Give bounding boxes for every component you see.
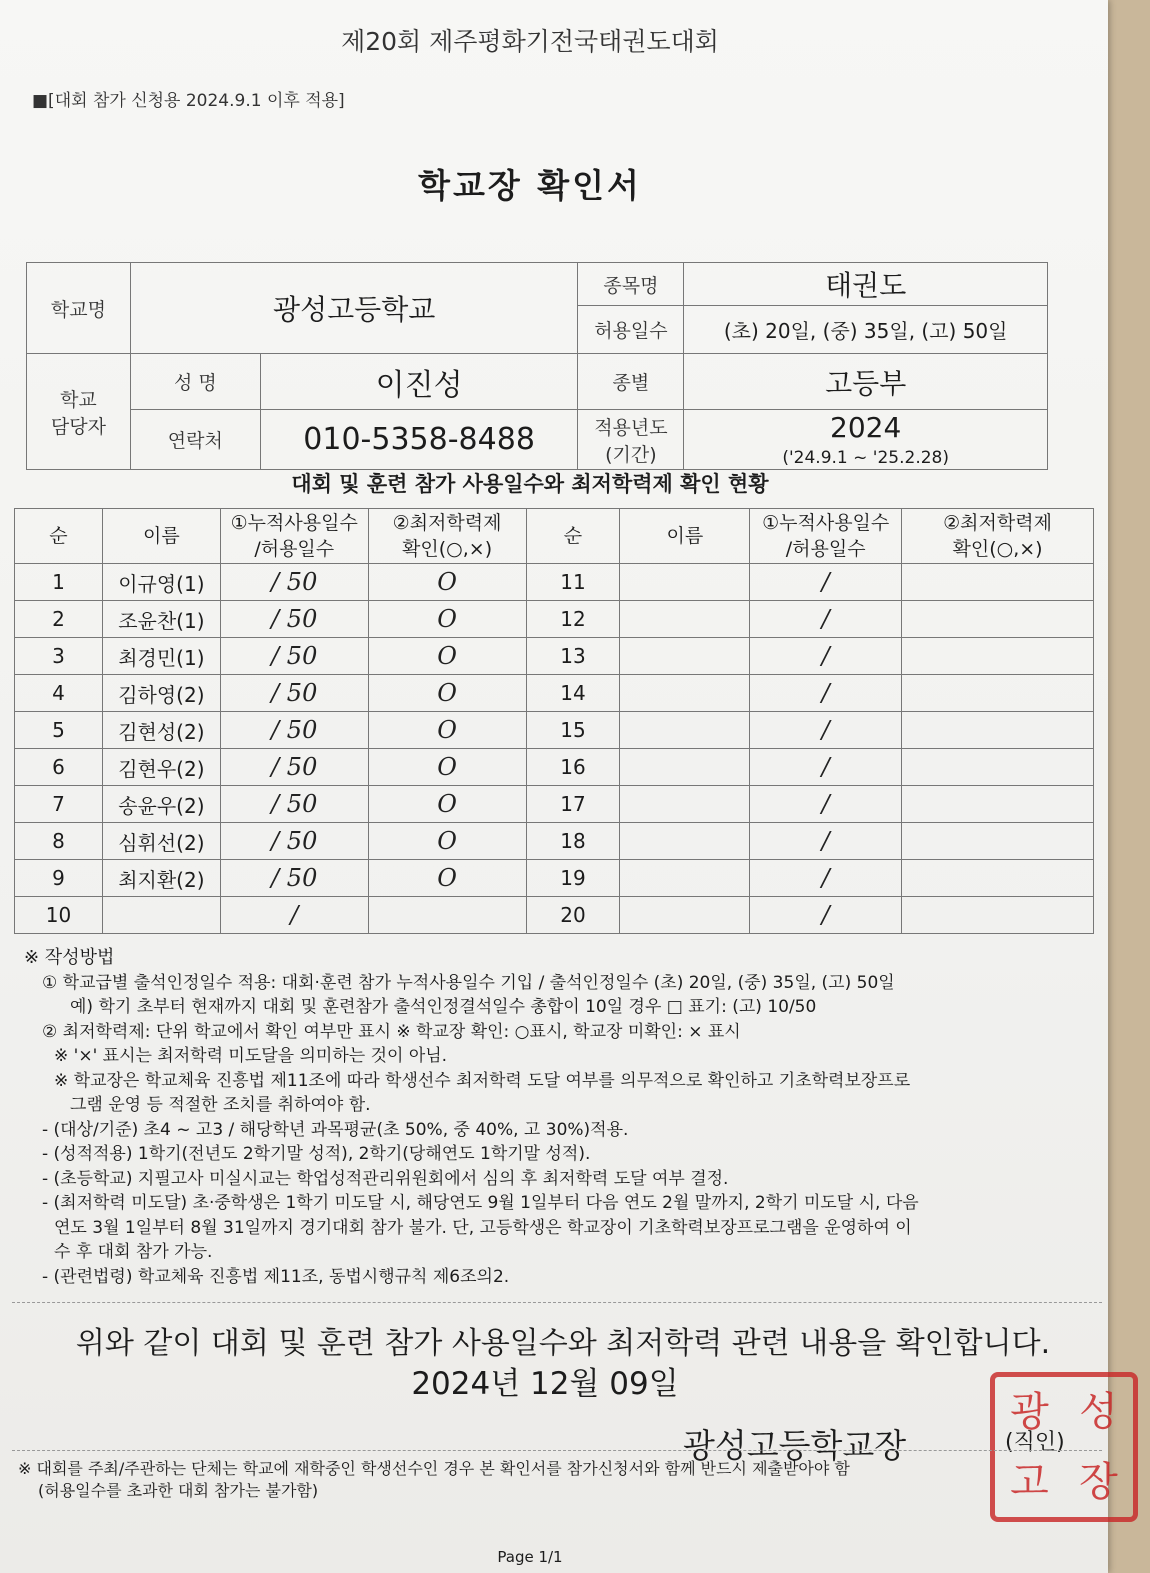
section-title: 대회 및 훈련 참가 사용일수와 최저학력제 확인 현황 xyxy=(291,472,769,496)
row-no: 8 xyxy=(15,823,103,860)
row-days-2: / xyxy=(750,860,902,897)
row-name-2 xyxy=(620,675,750,712)
table-row xyxy=(15,897,1094,934)
confirmation-date: 2024년 12월 09일 xyxy=(411,1366,679,1402)
row-days: / 50 xyxy=(220,675,368,712)
method-line: - (성적적용) 1학기(전년도 2학기말 성적), 2학기(당해연도 1학기말 성적). xyxy=(42,1144,591,1164)
row-name-2 xyxy=(620,712,750,749)
row-min-2 xyxy=(902,749,1094,786)
col-no: 순 xyxy=(15,509,103,564)
row-no-2: 20 xyxy=(526,897,620,934)
seal-label: (직인) xyxy=(1005,1430,1065,1455)
row-days: / xyxy=(220,897,368,934)
table-row xyxy=(15,675,1094,712)
col-days xyxy=(220,509,368,564)
row-min-2 xyxy=(902,601,1094,638)
row-no-2: 12 xyxy=(526,601,620,638)
col-days-2-line2: /허용일수 xyxy=(785,538,866,560)
row-no-2: 11 xyxy=(526,564,620,601)
table-row xyxy=(15,601,1094,638)
row-days-2: / xyxy=(750,786,902,823)
table-row xyxy=(15,749,1094,786)
row-days-2: / xyxy=(750,675,902,712)
method-line: - (대상/기준) 초4 ~ 고3 / 해당학년 과목평균(초 50%, 중 40%, 고 30%)적용. xyxy=(42,1119,629,1140)
year-period: ('24.9.1 ~ '25.2.28) xyxy=(782,448,949,468)
row-min: O xyxy=(368,564,526,601)
row-days-2: / xyxy=(750,601,902,638)
table-header-row xyxy=(15,509,1094,564)
division-value: 고등부 xyxy=(684,354,1048,410)
row-days-2: / xyxy=(750,638,902,675)
row-min-2 xyxy=(902,675,1094,712)
row-days: / 50 xyxy=(220,860,368,897)
row-min: O xyxy=(368,823,526,860)
table-row xyxy=(15,823,1094,860)
row-days-2: / xyxy=(750,712,902,749)
col-days-line1: ①누적사용일수 xyxy=(230,512,358,534)
row-min: O xyxy=(368,675,526,712)
row-no: 2 xyxy=(15,601,103,638)
year-label xyxy=(578,410,684,470)
row-name: 심휘선(2) xyxy=(102,823,220,860)
staff-name-value: 이진성 xyxy=(260,354,578,410)
seal-char: 고 xyxy=(1010,1459,1049,1505)
principal-name: 광성고등학교장 xyxy=(683,1426,907,1465)
row-no-2: 15 xyxy=(526,712,620,749)
footnote-line-1: ※ 대회를 주최/주관하는 단체는 학교에 재학중인 학생선수인 경우 본 확인서를 참가신청서와 함께 반드시 제출받아야 함 xyxy=(18,1459,850,1478)
row-min: O xyxy=(368,638,526,675)
footnote xyxy=(18,1458,850,1502)
row-days: / 50 xyxy=(220,638,368,675)
row-no: 9 xyxy=(15,860,103,897)
row-no-2: 14 xyxy=(526,675,620,712)
method-line: ① 학교급별 출석인정일수 적용: 대회·훈련 참가 누적사용일수 기입 / 출석인정일수 (초) 20일, (중) 35일, (고) 50일 xyxy=(42,972,895,993)
row-name: 김현우(2) xyxy=(102,749,220,786)
row-name-2 xyxy=(620,860,750,897)
col-no-2: 순 xyxy=(526,509,620,564)
col-min-2 xyxy=(902,509,1094,564)
row-name-2 xyxy=(620,749,750,786)
row-name: 이규영(1) xyxy=(102,564,220,601)
year-label-line2: (기간) xyxy=(605,443,657,466)
school-name-value: 광성고등학교 xyxy=(130,263,578,354)
row-days-2: / xyxy=(750,749,902,786)
division-label: 종별 xyxy=(578,354,684,410)
row-min: O xyxy=(368,749,526,786)
row-min-2 xyxy=(902,712,1094,749)
method-line: ※ '×' 표시는 최저학력 미도달을 의미하는 것이 아님. xyxy=(54,1046,448,1066)
allowed-days-value: (초) 20일, (중) 35일, (고) 50일 xyxy=(684,306,1048,354)
document-title: 학교장 확인서 xyxy=(418,166,642,205)
staff-label xyxy=(27,354,131,470)
contact-label: 연락처 xyxy=(130,410,260,470)
row-no: 7 xyxy=(15,786,103,823)
row-no-2: 18 xyxy=(526,823,620,860)
row-min-2 xyxy=(902,860,1094,897)
confirmation-text: 위와 같이 대회 및 훈련 참가 사용일수와 최저학력 관련 내용을 확인합니다. xyxy=(75,1326,1051,1361)
row-no: 5 xyxy=(15,712,103,749)
method-line: - (초등학교) 지필고사 미실시교는 학업성적관리위원회에서 심의 후 최저학력 도달 여부 결정. xyxy=(42,1168,729,1189)
event-title: 제20회 제주평화기전국태권도대회 xyxy=(341,27,719,56)
row-no: 6 xyxy=(15,749,103,786)
col-min xyxy=(368,509,526,564)
row-days-2: / xyxy=(750,897,902,934)
col-min-2-line1: ②최저학력제 xyxy=(943,512,1052,534)
sport-label: 종목명 xyxy=(578,263,684,306)
col-min-2-line2: 확인(○,×) xyxy=(952,538,1043,560)
row-days: / 50 xyxy=(220,601,368,638)
method-line: 수 후 대회 참가 가능. xyxy=(54,1242,213,1262)
row-min-2 xyxy=(902,638,1094,675)
row-no-2: 16 xyxy=(526,749,620,786)
row-days: / 50 xyxy=(220,712,368,749)
method-line: ※ 학교장은 학교체육 진흥법 제11조에 따라 학생선수 최저학력 도달 여부를 의무적으로 확인하고 기초학력보장프로 xyxy=(54,1070,911,1091)
staff-label-line1: 학교 xyxy=(60,388,97,411)
table-row xyxy=(15,638,1094,675)
footnote-line-2: (허용일수를 초과한 대회 참가는 불가함) xyxy=(38,1481,319,1500)
row-name: 김현성(2) xyxy=(102,712,220,749)
col-min-line1: ②최저학력제 xyxy=(392,512,502,534)
table-row xyxy=(15,786,1094,823)
official-seal-stamp xyxy=(990,1372,1138,1522)
table-row xyxy=(15,712,1094,749)
row-min: O xyxy=(368,601,526,638)
school-info-table xyxy=(26,262,1048,470)
page-number: Page 1/1 xyxy=(497,1548,563,1566)
col-name: 이름 xyxy=(102,509,220,564)
sport-value: 태권도 xyxy=(684,263,1048,306)
row-days: / 50 xyxy=(220,749,368,786)
row-no: 10 xyxy=(15,897,103,934)
row-days: / 50 xyxy=(220,823,368,860)
row-name: 최경민(1) xyxy=(102,638,220,675)
method-line: 그램 운영 등 적절한 조치를 취하여야 함. xyxy=(70,1095,371,1115)
row-name-2 xyxy=(620,786,750,823)
row-name: 최지환(2) xyxy=(102,860,220,897)
row-no-2: 13 xyxy=(526,638,620,675)
row-days-2: / xyxy=(750,823,902,860)
row-no: 3 xyxy=(15,638,103,675)
row-name-2 xyxy=(620,823,750,860)
row-min-2 xyxy=(902,786,1094,823)
seal-char: 성 xyxy=(1079,1389,1118,1435)
allowed-days-label: 허용일수 xyxy=(578,306,684,354)
seal-char: 광 xyxy=(1010,1389,1049,1435)
col-days-line2: /허용일수 xyxy=(254,538,335,560)
row-min-2 xyxy=(902,897,1094,934)
row-name-2 xyxy=(620,638,750,675)
method-line: 예) 학기 초부터 현재까지 대회 및 훈련참가 출석인정결석일수 총합이 10일 경우 □ 표기: (고) 10/50 xyxy=(70,997,817,1017)
row-min: O xyxy=(368,786,526,823)
year-label-line1: 적용년도 xyxy=(594,416,668,439)
row-name-2 xyxy=(620,564,750,601)
row-days: / 50 xyxy=(220,786,368,823)
divider xyxy=(12,1302,1102,1303)
method-title: ※ 작성방법 xyxy=(24,947,115,968)
row-days: / 50 xyxy=(220,564,368,601)
row-name-2 xyxy=(620,601,750,638)
staff-label-line2: 담당자 xyxy=(50,415,106,438)
method-line: - (관련법령) 학교체육 진흥법 제11조, 동법시행규칙 제6조의2. xyxy=(42,1266,510,1287)
row-min-2 xyxy=(902,823,1094,860)
row-name xyxy=(102,897,220,934)
col-name-2: 이름 xyxy=(620,509,750,564)
method-line: - (최저학력 미도달) 초·중학생은 1학기 미도달 시, 해당연도 9월 1일부터 다음 연도 2월 말까지, 2학기 미도달 시, 다음 xyxy=(42,1193,919,1213)
row-min-2 xyxy=(902,564,1094,601)
year-value: 2024 xyxy=(830,411,902,444)
contact-value: 010-5358-8488 xyxy=(260,410,578,470)
method-line: 연도 3월 1일부터 8월 31일까지 경기대회 참가 불가. 단, 고등학생은 학교장이 기초학력보장프로그램을 운영하여 이 xyxy=(54,1217,912,1238)
divider xyxy=(12,1450,1102,1451)
seal-char: 장 xyxy=(1079,1459,1118,1505)
col-days-2-line1: ①누적사용일수 xyxy=(762,512,890,534)
row-min: O xyxy=(368,712,526,749)
col-min-line2: 확인(○,×) xyxy=(402,538,493,560)
row-name: 김하영(2) xyxy=(102,675,220,712)
row-name: 송윤우(2) xyxy=(102,786,220,823)
method-line: ② 최저학력제: 단위 학교에서 확인 여부만 표시 ※ 학교장 확인: ○표시, 학교장 미확인: × 표시 xyxy=(42,1021,741,1042)
row-name: 조윤찬(1) xyxy=(102,601,220,638)
table-row xyxy=(15,564,1094,601)
form-notice: ■[대회 참가 신청용 2024.9.1 이후 적용] xyxy=(32,91,345,111)
school-name-label: 학교명 xyxy=(27,263,131,354)
row-min xyxy=(368,897,526,934)
writing-method xyxy=(24,946,919,1289)
row-name-2 xyxy=(620,897,750,934)
row-no-2: 17 xyxy=(526,786,620,823)
table-row xyxy=(15,860,1094,897)
year-value-cell xyxy=(684,410,1048,470)
row-no: 4 xyxy=(15,675,103,712)
row-min: O xyxy=(368,860,526,897)
col-days-2 xyxy=(750,509,902,564)
row-no-2: 19 xyxy=(526,860,620,897)
row-no: 1 xyxy=(15,564,103,601)
athlete-table xyxy=(14,508,1094,934)
staff-name-label: 성 명 xyxy=(130,354,260,410)
row-days-2: / xyxy=(750,564,902,601)
